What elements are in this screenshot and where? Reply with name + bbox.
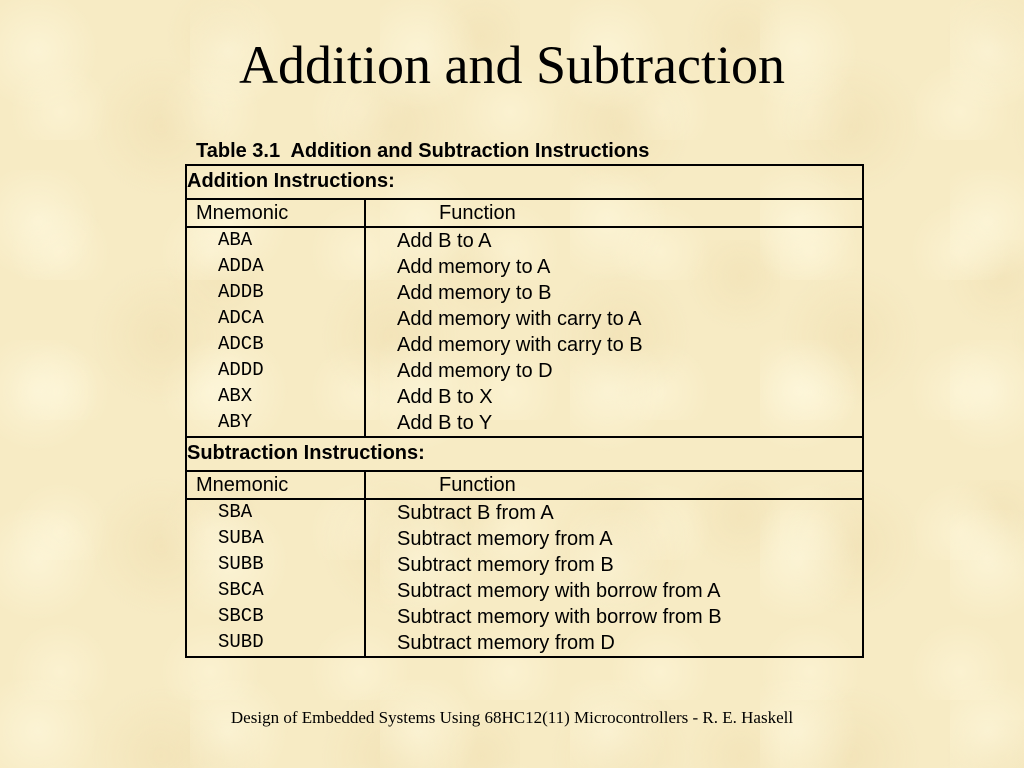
function-cell: Add B to X [397,386,493,408]
subtraction-col-mnemonic: Mnemonic [186,471,365,499]
function-cell: Subtract memory with borrow from B [397,606,722,628]
addition-function-list [365,227,863,437]
subtraction-col-function: Function [365,471,863,499]
mnemonic-cell: SBA [218,501,253,523]
mnemonic-cell: ABX [218,385,253,407]
addition-col-mnemonic: Mnemonic [186,199,365,227]
subtraction-function-list [365,499,863,657]
mnemonic-cell: ABY [218,411,253,433]
instructions-table [185,164,864,658]
mnemonic-cell: ADCB [218,333,264,355]
mnemonic-cell: SUBA [218,527,264,549]
mnemonic-cell: ABA [218,229,253,251]
mnemonic-cell: ADDD [218,359,264,381]
mnemonic-cell: SUBD [218,631,264,653]
mnemonic-cell: SUBB [218,553,264,575]
mnemonic-cell: SBCA [218,579,264,601]
addition-mnemonic-list [186,227,365,437]
addition-section-header [186,165,863,199]
mnemonic-cell: ADDB [218,281,264,303]
subtraction-section-header [186,437,863,471]
function-cell: Add memory with carry to B [397,334,643,356]
addition-heading: Addition Instructions: [186,165,863,199]
subtraction-mnemonic-list [186,499,365,657]
function-cell: Add B to Y [397,412,493,434]
mnemonic-cell: SBCB [218,605,264,627]
function-cell: Add memory to A [397,256,551,278]
function-cell: Subtract memory from A [397,528,613,550]
function-cell: Add memory with carry to A [397,308,642,330]
function-cell: Add B to A [397,230,492,252]
subtraction-rows [186,499,863,657]
mnemonic-cell: ADDA [218,255,264,277]
function-cell: Subtract memory with borrow from A [397,580,721,602]
function-cell: Subtract memory from B [397,554,614,576]
table-caption: Table 3.1 Addition and Subtraction Instructions [196,140,650,162]
addition-rows [186,227,863,437]
function-cell: Add memory to B [397,282,552,304]
mnemonic-cell: ADCA [218,307,264,329]
function-cell: Subtract memory from D [397,632,615,654]
function-cell: Add memory to D [397,360,553,382]
addition-column-header [186,199,863,227]
subtraction-heading: Subtraction Instructions: [186,437,863,471]
slide-title: Addition and Subtraction [239,35,785,95]
slide-footer: Design of Embedded Systems Using 68HC12(11) Microcontrollers - R. E. Haskell [230,708,794,727]
subtraction-column-header [186,471,863,499]
function-cell: Subtract B from A [397,502,554,524]
addition-col-function: Function [365,199,863,227]
